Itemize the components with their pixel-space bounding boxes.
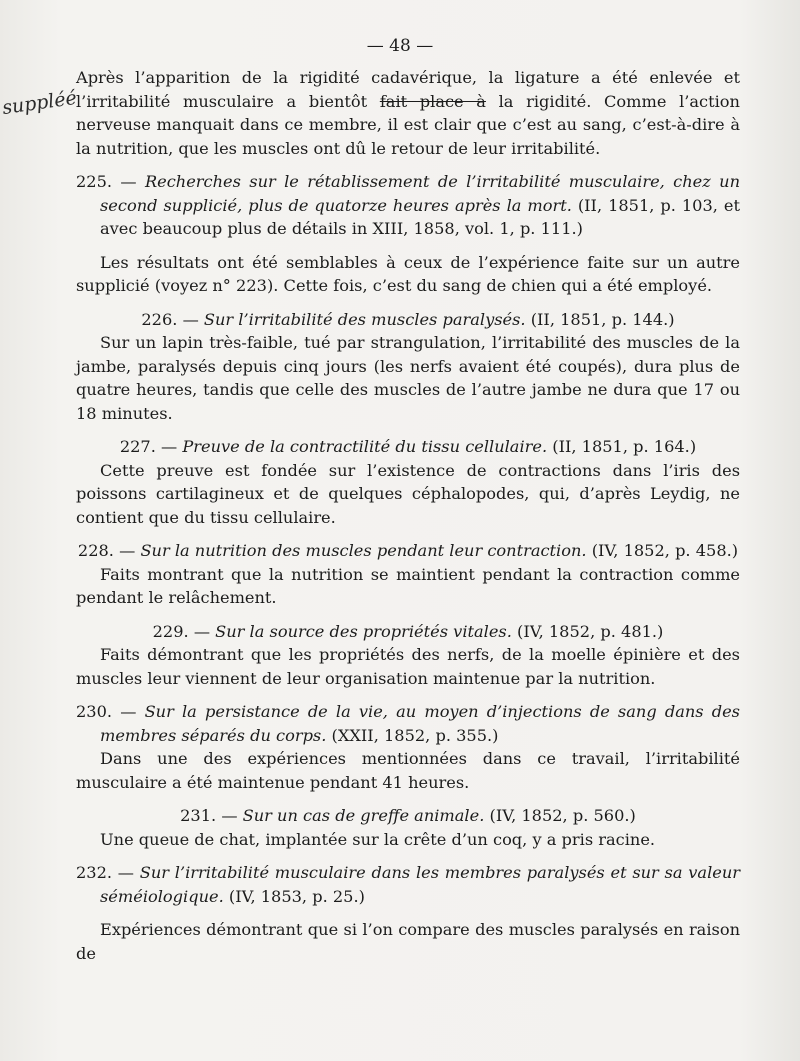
entry-ref: (IV, 1852, p. 481.) bbox=[517, 621, 664, 641]
opening-line-2a: musculaire a bientôt bbox=[182, 91, 380, 111]
entry-title: Preuve de la contractilité du tissu cellulaire. bbox=[182, 437, 548, 456]
entry-number: 225. bbox=[76, 172, 113, 191]
entry-title: Recherches sur le rétablissement de l’irritabilité musculaire, chez un second supplicié, plus de quatorze heures après la mort. bbox=[100, 172, 740, 215]
entry-title: Sur la persistance de la vie, au moyen d’injections de sang dans des membres séparés du corps. bbox=[100, 702, 740, 745]
entry-number: 229. bbox=[152, 621, 189, 641]
entry-ref: (XXII, 1852, p. 355.) bbox=[331, 725, 499, 745]
entry-heading-226: 226. — Sur l’irritabilité des muscles paralysés. (II, 1851, p. 144.) bbox=[141, 309, 675, 329]
entry-title: Sur la nutrition des muscles pendant leur contraction. bbox=[140, 541, 587, 560]
entry-number: 231. bbox=[180, 806, 217, 825]
entry-body-232: Expériences démontrant que si l’on compare des muscles paralysés en raison de bbox=[76, 920, 740, 963]
page-number: — 48 — bbox=[366, 36, 434, 56]
handwritten-margin-note: suppléé bbox=[0, 86, 79, 120]
entry-heading-228: 228. — Sur la nutrition des muscles pendant leur contraction. (IV, 1852, p. 458.) bbox=[77, 541, 739, 560]
struck-text: fait place à bbox=[379, 91, 486, 111]
entry-title: Sur l’irritabilité musculaire dans les membres paralysés et sur sa valeur séméiologique. bbox=[100, 863, 740, 906]
entry-number: 228. bbox=[77, 541, 114, 560]
entry-ref: (II, 1851, p. 144.) bbox=[530, 309, 675, 329]
entry-heading-231: 231. — Sur un cas de greffe animale. (IV, 1852, p. 560.) bbox=[180, 806, 636, 825]
entry-number: 226. bbox=[141, 309, 178, 329]
entry-title: Sur un cas de greffe animale. bbox=[242, 806, 485, 825]
entry-title: Sur la source des propriétés vitales. bbox=[215, 621, 512, 641]
entry-heading-225: 225. — Recherches sur le rétablissement de l’irritabilité musculaire, chez un second supplicié, plus de quatorze heures après la mort. (II, 1851, p. 103, et avec beaucoup plus de détails in XIII, 1858, vol. 1, p. 111.) bbox=[76, 172, 740, 238]
entry-body-228: Faits montrant que la nutrition se maintient pendant la contraction comme pendant le relâchement. bbox=[76, 564, 740, 607]
entry-ref: (II, 1851, p. 164.) bbox=[552, 437, 697, 456]
entry-heading-229: 229. — Sur la source des propriétés vitales. (IV, 1852, p. 481.) bbox=[152, 621, 664, 641]
entry-heading-232: 232. — Sur l’irritabilité musculaire dans les membres paralysés et sur sa valeur séméiologique. (IV, 1853, p. 25.) bbox=[76, 863, 740, 906]
entry-heading-230: 230. — Sur la persistance de la vie, au moyen d’injections de sang dans des membres séparés du corps. (XXII, 1852, p. 355.) bbox=[76, 702, 740, 745]
entry-ref: (IV, 1852, p. 560.) bbox=[489, 806, 636, 825]
opening-line-2b: la rigidité. Comme l’action nerveuse manquait bbox=[76, 91, 740, 134]
entry-body-229: Faits démontrant que les propriétés des nerfs, de la moelle épinière et des muscles leur viennent de leur organisation maintenue par la nutrition. bbox=[76, 645, 740, 688]
entry-number: 232. bbox=[76, 863, 113, 882]
opening-paragraph bbox=[76, 66, 740, 160]
entry-body-230: Dans une des expériences mentionnées dans ce travail, l’irritabilité musculaire a été maintenue pendant 41 heures. bbox=[76, 749, 740, 792]
page-body bbox=[76, 66, 740, 965]
entry-body-231: Une queue de chat, implantée sur la crête d’un coq, y a pris racine. bbox=[100, 829, 656, 849]
entry-body-225: Les résultats ont été semblables à ceux de l’expérience faite sur un autre supplicié (voyez n° 223). Cette fois, c’est du sang de chien qui a été employé. bbox=[76, 252, 740, 295]
entry-title: Sur l’irritabilité des muscles paralysés. bbox=[203, 309, 526, 329]
entry-number: 230. bbox=[76, 702, 113, 721]
entry-heading-227: 227. — Preuve de la contractilité du tissu cellulaire. (II, 1851, p. 164.) bbox=[119, 437, 697, 456]
entry-ref: (II, 1851, p. 103, et avec beaucoup plus de détails in XIII, 1858, vol. 1, p. 111.) bbox=[100, 195, 740, 238]
opening-line-4: muscles ont dû le retour de leur irritabilité. bbox=[242, 138, 601, 158]
entry-body-226: Sur un lapin très-faible, tué par strangulation, l’irritabilité des muscles de la jambe, paralysés depuis cinq jours (les nerfs avaient été coupés), dura plus de quatre heures, tandis que celle des muscles de l’autre jambe ne dura que 17 ou 18 minutes. bbox=[76, 333, 740, 423]
entry-ref: (IV, 1852, p. 458.) bbox=[591, 541, 739, 560]
entry-number: 227. bbox=[119, 437, 156, 456]
entry-ref: (IV, 1853, p. 25.) bbox=[228, 886, 365, 906]
opening-line-1: Après l’apparition de la rigidité cadavérique, la ligature a été enlevée et l’irritabilité bbox=[76, 68, 740, 111]
entry-body-227: Cette preuve est fondée sur l’existence de contractions dans l’iris des poissons cartilagineux et de quelques céphalopodes, qui, d’après Leydig, ne contient que du tissu cellulaire. bbox=[76, 460, 740, 527]
opening-line-3: dans ce membre, il est clair que c’est au sang, c’est-à-dire à la nutrition, que les bbox=[76, 115, 740, 158]
